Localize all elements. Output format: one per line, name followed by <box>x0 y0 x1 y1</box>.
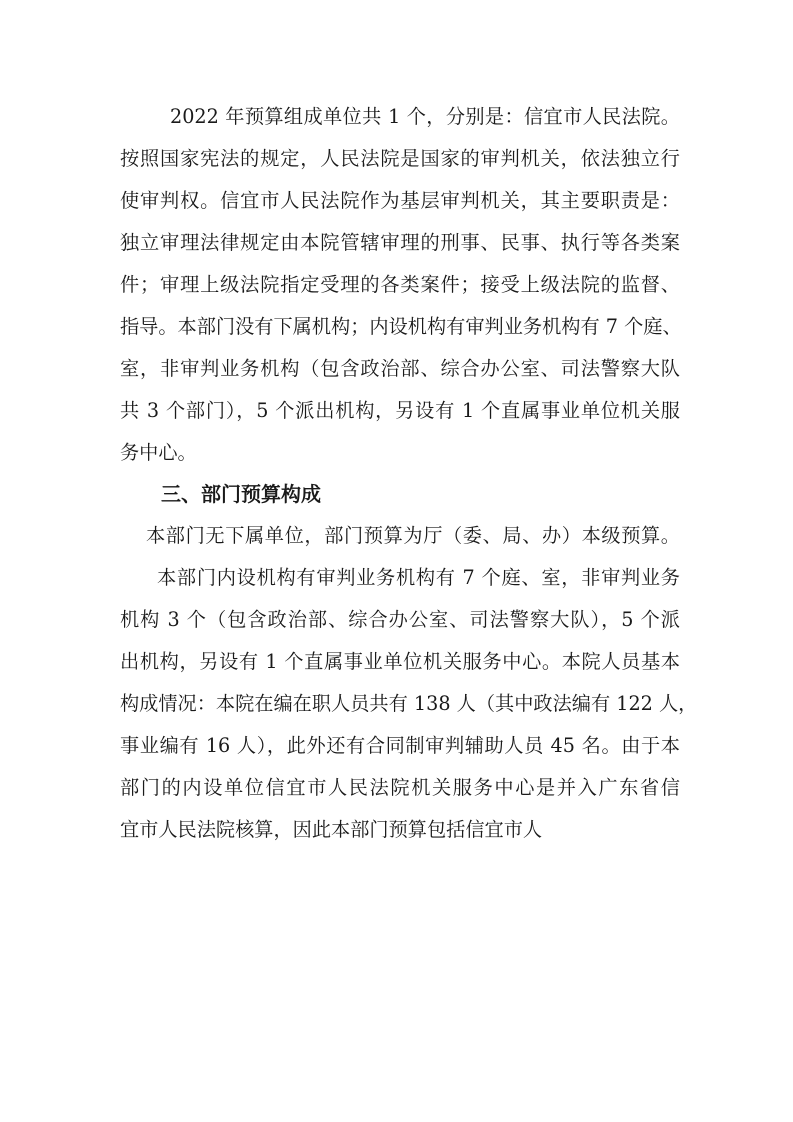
paragraph2-line-1: 本部门无下属单位，部门预算为厅（委、局、办）本级预算。 <box>146 524 680 547</box>
section-heading: 三、部门预算构成 <box>161 482 321 506</box>
paragraph3-line-3: 出机构，另设有 1 个直属事业单位机关服务中心。本院人员基本 <box>120 650 680 673</box>
paragraph-line-2: 按照国家宪法的规定，人民法院是国家的审判机关，依法独立行 <box>120 147 680 170</box>
paragraph3-line-1: 本部门内设机构有审判业务机构有 7 个庭、室，非审判业务 <box>157 566 680 589</box>
paragraph-line-7: 室，非审判业务机构（包含政治部、综合办公室、司法警察大队 <box>120 357 680 380</box>
paragraph-line-4: 独立审理法律规定由本院管辖审理的刑事、民事、执行等各类案 <box>120 231 680 254</box>
paragraph-line-5: 件；审理上级法院指定受理的各类案件；接受上级法院的监督、 <box>120 273 680 296</box>
paragraph-line-1: 2022 年预算组成单位共 1 个，分别是：信宜市人民法院。 <box>170 105 680 128</box>
paragraph-line-8: 共 3 个部门），5 个派出机构，另设有 1 个直属事业单位机关服 <box>120 399 680 422</box>
paragraph3-line-7: 宜市人民法院核算，因此本部门预算包括信宜市人 <box>120 818 543 841</box>
paragraph-line-9: 务中心。 <box>120 441 197 464</box>
paragraph-line-6: 指导。本部门没有下属机构；内设机构有审判业务机构有 7 个庭、 <box>120 315 682 338</box>
paragraph3-line-5: 事业编有 16 人），此外还有合同制审判辅助人员 45 名。由于本 <box>120 734 680 757</box>
paragraph3-line-6: 部门的内设单位信宜市人民法院机关服务中心是并入广东省信 <box>120 776 680 799</box>
paragraph-line-3: 使审判权。信宜市人民法院作为基层审判机关，其主要职责是： <box>120 189 680 212</box>
paragraph3-line-2: 机构 3 个（包含政治部、综合办公室、司法警察大队），5 个派 <box>120 608 680 631</box>
paragraph3-line-4: 构成情况：本院在编在职人员共有 138 人（其中政法编有 122 人， <box>120 692 698 715</box>
